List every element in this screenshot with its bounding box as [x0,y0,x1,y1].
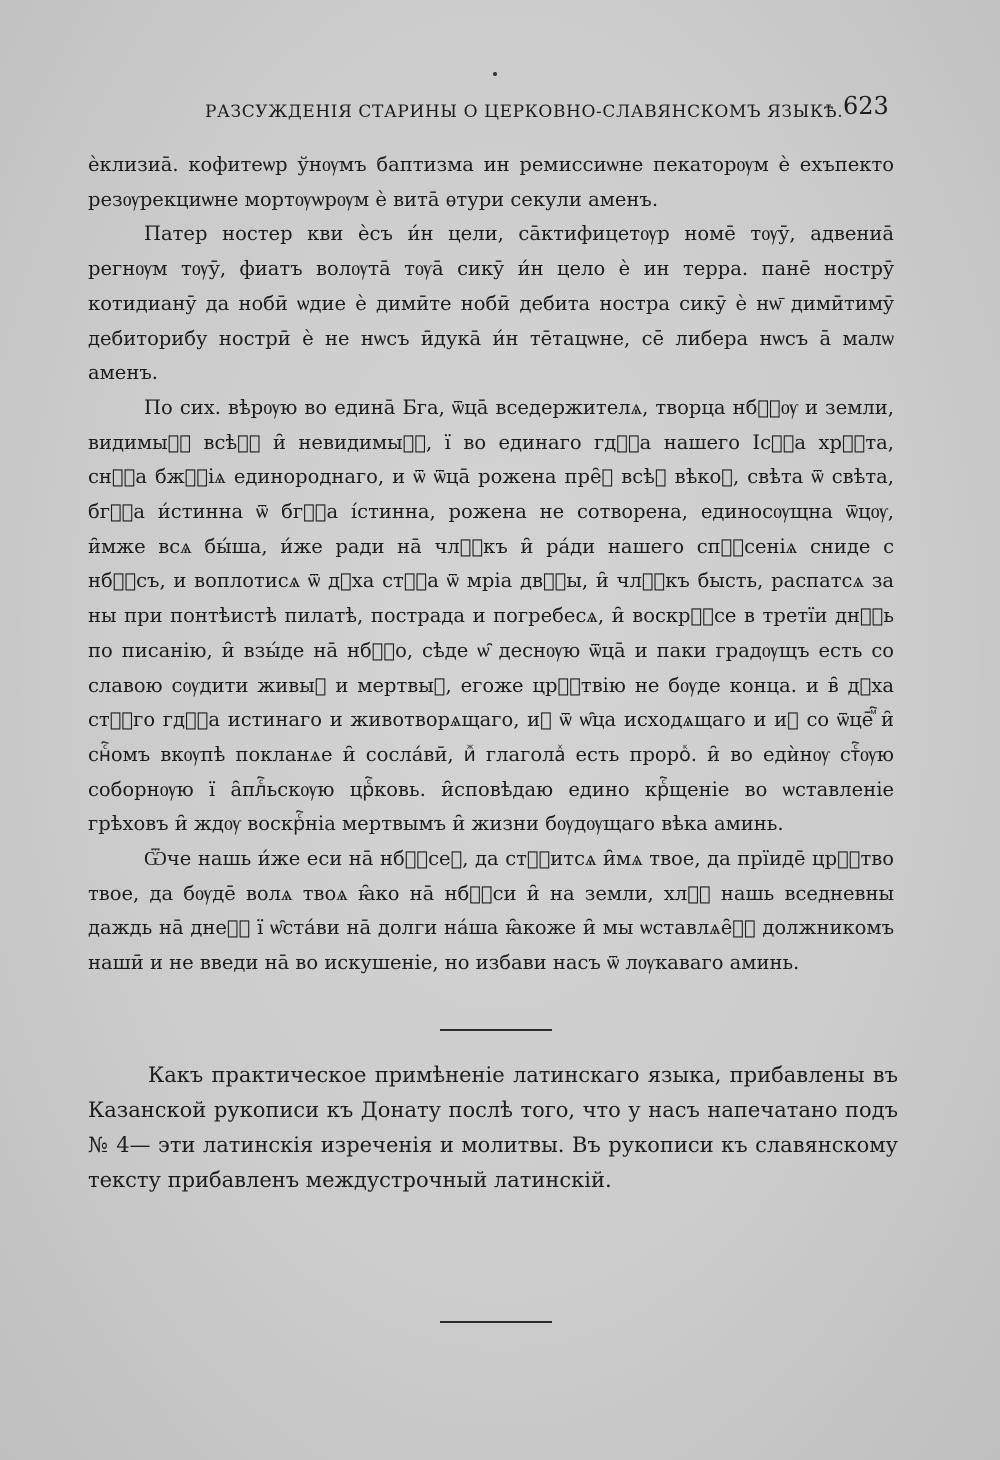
paragraph-2: Патер ностер кви ѐсъ и́н цели, сāктифицетѹр номē тѹȳ, адвениā регнѹм тѹȳ, фиатъ волѹтā тѹā сикȳ и́н цело ѐ ин терра. панē нострȳ котидианȳ да нобӣ ѡдие ѐ димӣте нобӣ дебита ностра сикȳ ѐ нѡ̄ димӣтимȳ дебиторибу нострӣ ѐ не нѡсъ ӣдукā и́н тēтацѡне, се̄ либера нѡсъ а̄ малѡ аменъ. [88,222,894,385]
header-title: РАЗСУЖДЕНІЯ СТАРИНЫ О ЦЕРКОВНО-СЛАВЯНСКОМЪ ЯЗЫКѢ. [205,102,844,122]
body-text [88,148,894,981]
paragraph-4: Ѿче нашь и́же еси нā нбⷭ҇сеⷯ, да стⷭ҇итсѧ и̑мѧ твое, да прїидē црⷭ҇тво твое, да бѹдē волѧ твоѧ ꙗ̑ко нā нбⷭ҇си и̑ на земли, хлⷷ҇ нашь вседневны даждь нā днеⷭ҇ ї ѡ̑ста́ви нā долги на́ша ꙗ̑коже и̑ мы ѡставлѧе̑ⷨ҇ должникомъ нашӣ и не введи нā во искушеніе, но избави насъ ѿ лѹкаваго аминь. [88,847,894,975]
paragraph-1: ѐклизиā. кофитеѡр ўнѹмъ баптизма ин ремиссиѡне пекаторѹм ѐ ехъпекто резѹрекциѡне мортѹѡрѹм ѐ витā ѳтури секули аменъ. [88,153,894,211]
page-number: 623 [843,92,889,120]
end-divider [440,1321,552,1323]
section-divider [440,1029,552,1031]
ornament-dot [493,72,497,76]
paragraph-3: По сих. вѣрѹю во единā Бга, ѿцā вседержителѧ, творца нбⷭ҇ѹ и земли, видимыⷨ҇ всѣⷨ҇ и̑ невидимыⷨ҇, ї во единаго гдⷭ҇а нашего Ісⷭ҇а хрⷭ҇та, снⷭ҇а бжⷭ҇іѧ единороднаго, и ѿ ѿцā рожена пре̑ⷤ всѣⷯ вѣкоⷡ, свѣта ѿ свѣта, бгⷭ҇а и́стинна ѿ бгⷭ҇а і́стинна, рожена не сотворена, единосѹщна ѿцѹ, и̑мже всѧ бы́ша, и́же ради нā члⷭ҇къ и̑ ра́ди нашего спⷭ҇сеніѧ сниде с нбⷭ҇съ, и воплотисѧ ѿ дⷯха стⷭ҇а ѿ мріа двⷭ҇ы, и̑ члⷭ҇къ бысть, распатсѧ за ны при понтѣистѣ пилатѣ, пострада и погребесѧ, и̑ воскрⷭ҇се в третїи днⷭ҇ь по писанію, и̑ взы́де нā нбⷭ҇о, сѣде ѡ̑ деснѹю ѿцā и паки градѹщъ есть со славою сѹдити живыⷯ и мертвыⷯ, егоже црⷭ҇твію не бѹде конца. и в̑ дⷯха стⷭ҇го гдⷭ҇а истинаго и животворѧщаго, иⷤ ѿ ѡ̑ца исходѧщаго и иⷤ со ѿцēⷨ҇ и̑ снⷭ҇омъ вкѹпѣ покланѧе и̑ сосла́вӣ, иⷤ глаголаⷯ есть пророⷦ. и̑ во едѝнѹ стⷭ҇ѹю соборнѹю ї а̑плⷭ҇ьскѹю црⷭ҇ковь. и̑сповѣдаю едино крⷭ҇щеніе во ѡставленіе грѣховъ и̑ ждѹ воскрⷭ҇ніа мертвымъ и̑ жизни бѹдѹщаго вѣка аминь. [88,395,894,836]
running-header [0,88,1000,128]
commentary-text [88,1058,898,1198]
commentary-paragraph: Какъ практическое примѣненіе латинскаго языка, прибавлены въ Казанской рукописи къ Донату послѣ того, что у насъ напечатано подъ № 4— эти латинскія изреченія и молитвы. Въ рукописи къ славянскому тексту прибавленъ междустрочный латинскій. [88,1063,898,1192]
